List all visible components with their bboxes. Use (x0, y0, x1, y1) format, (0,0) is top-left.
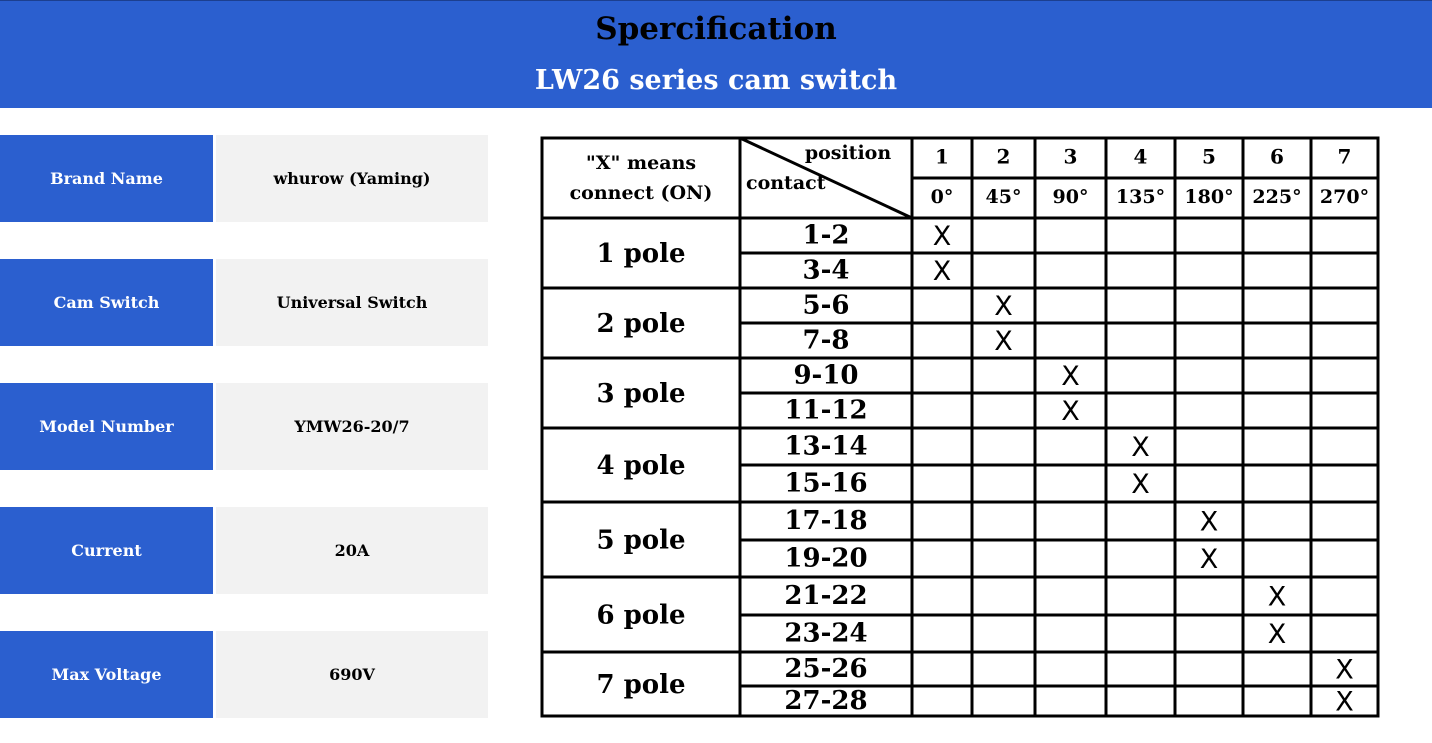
connect-mark: X (1267, 581, 1287, 613)
connect-mark: X (1335, 654, 1354, 686)
connect-mark: X (1061, 361, 1080, 392)
contact-diagram-table (540, 136, 1380, 720)
position-number: 4 (1133, 144, 1148, 169)
pole-label: 4 pole (596, 451, 686, 481)
pole-label: 1 pole (596, 239, 686, 269)
connect-mark: X (1335, 686, 1354, 718)
spec-label: Brand Name (0, 135, 213, 222)
connect-mark: X (932, 256, 952, 287)
contact-label: 5-6 (802, 290, 850, 321)
spec-label: Current (0, 507, 213, 594)
position-number: 6 (1270, 144, 1284, 169)
pole-label: 3 pole (596, 379, 686, 409)
position-angle: 90° (1052, 186, 1089, 208)
position-number: 5 (1202, 144, 1216, 169)
header-banner (0, 0, 1432, 108)
connect-mark: X (1199, 506, 1219, 538)
contact-label: 3-4 (802, 255, 850, 286)
position-number: 2 (996, 144, 1011, 169)
contact-label: 19-20 (784, 543, 868, 574)
spec-row-cam-switch (0, 259, 488, 346)
contact-label: 25-26 (784, 654, 868, 684)
spec-value: 690V (216, 631, 488, 718)
position-angle: 180° (1184, 186, 1234, 208)
position-angle: 0° (930, 186, 954, 208)
connect-mark: X (932, 221, 952, 252)
contact-label: 27-28 (784, 686, 868, 716)
connect-mark: X (1199, 544, 1219, 575)
spec-value: 20A (216, 507, 488, 594)
pole-label: 6 pole (596, 600, 686, 631)
position-header-label: position (804, 142, 892, 164)
pole-label: 7 pole (596, 670, 686, 700)
contact-label: 9-10 (793, 360, 859, 391)
position-angle: 135° (1115, 186, 1166, 208)
connect-mark: X (994, 326, 1013, 357)
position-number: 3 (1063, 144, 1078, 169)
spec-label: Model Number (0, 383, 213, 470)
pole-label: 5 pole (596, 525, 686, 556)
spec-value: whurow (Yaming) (216, 135, 488, 222)
spec-row-voltage (0, 631, 488, 718)
connect-mark: X (1061, 396, 1080, 427)
spec-row-model (0, 383, 488, 470)
contact-label: 17-18 (784, 506, 868, 536)
spec-row-brand (0, 135, 488, 222)
contact-label: 15-16 (784, 468, 868, 499)
position-number: 7 (1337, 144, 1352, 169)
position-angle: 45° (985, 186, 1022, 208)
contact-label: 7-8 (802, 325, 850, 356)
spec-label: Max Voltage (0, 631, 213, 718)
position-number: 1 (935, 144, 949, 169)
spec-value: Universal Switch (216, 259, 488, 346)
contact-label: 13-14 (784, 431, 868, 462)
connect-mark: X (1131, 432, 1150, 463)
legend-line-1: "X" means (585, 152, 697, 174)
connect-mark: X (1131, 469, 1150, 500)
spec-row-current (0, 507, 488, 594)
pole-label: 2 pole (596, 309, 686, 339)
contact-label: 1-2 (802, 220, 850, 251)
contact-header-label: contact (746, 172, 826, 194)
legend-line-2: connect (ON) (569, 182, 713, 204)
contact-label: 11-12 (784, 395, 868, 426)
connect-mark: X (994, 291, 1013, 322)
contact-label: 23-24 (784, 618, 868, 649)
spec-value: YMW26-20/7 (216, 383, 488, 470)
connect-mark: X (1267, 619, 1287, 650)
contact-label: 21-22 (784, 581, 868, 611)
position-angle: 225° (1252, 186, 1302, 208)
spec-label: Cam Switch (0, 259, 213, 346)
page-subtitle: LW26 series cam switch (534, 65, 898, 96)
page-title: Spercification (595, 11, 837, 47)
position-angle: 270° (1319, 186, 1370, 208)
